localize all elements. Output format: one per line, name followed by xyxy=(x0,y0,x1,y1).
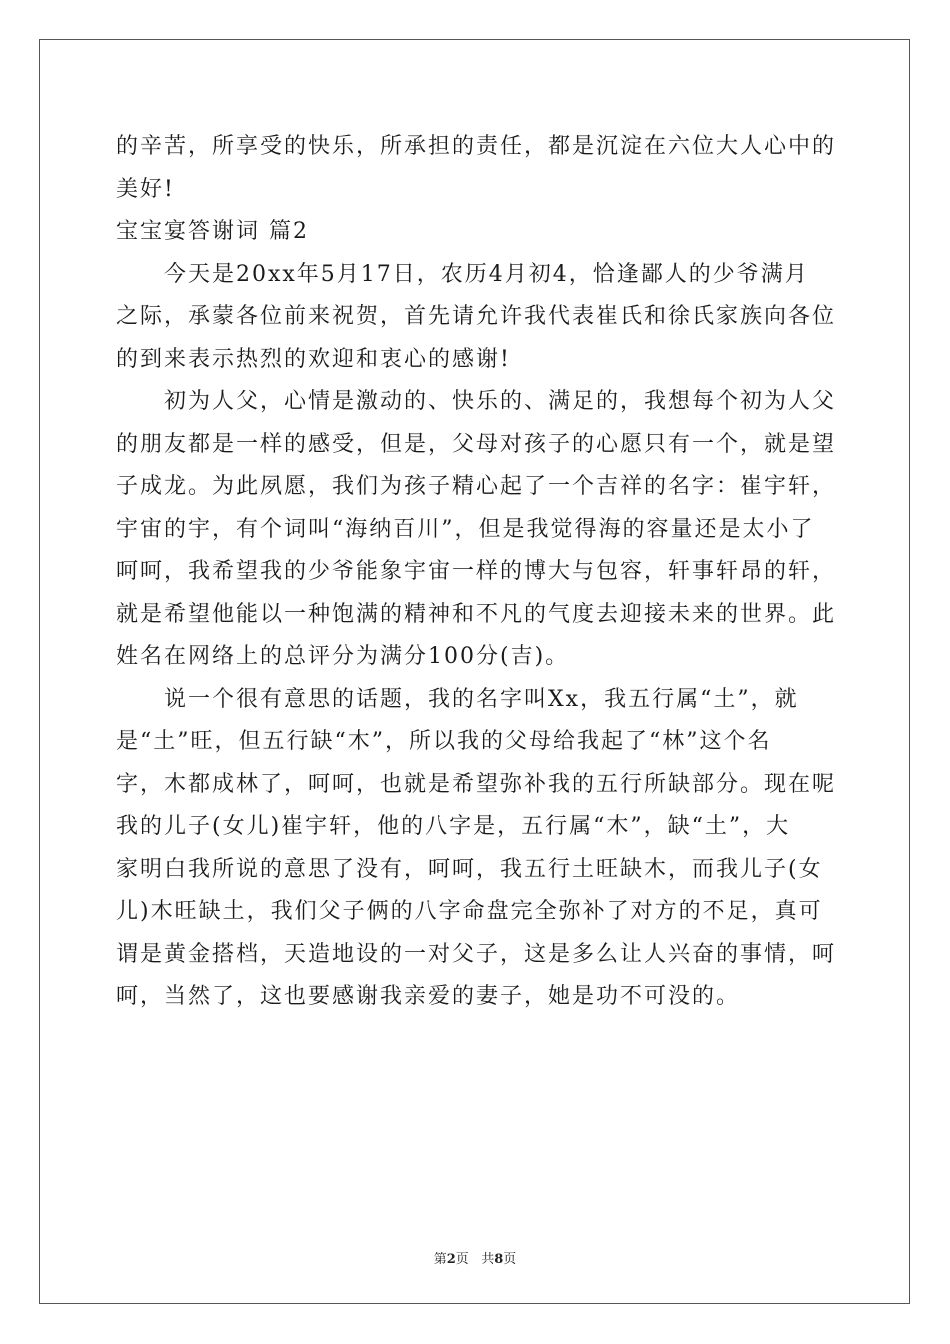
text-line: 的辛苦，所享受的快乐，所承担的责任，都是沉淀在六位大人心中的 xyxy=(116,134,837,159)
text-line: 我的儿子(女儿)崔宇轩，他的八字是，五行属“木”，缺“土”，大 xyxy=(116,814,791,839)
text-line: 呵，当然了，这也要感谢我亲爱的妻子，她是功不可没的。 xyxy=(116,984,741,1009)
total-pages: 8 xyxy=(494,1252,504,1267)
text-line: 子成龙。为此夙愿，我们为孩子精心起了一个吉祥的名字：崔宇轩， xyxy=(116,474,837,499)
text-line: 宇宙的宇，有个词叫“海纳百川”，但是我觉得海的容量还是太小了 xyxy=(116,516,815,542)
text-line: 儿)木旺缺土，我们父子俩的八字命盘完全弥补了对方的不足，真可 xyxy=(116,899,823,924)
page-suffix: 页 xyxy=(455,1252,469,1267)
text-line: 的朋友都是一样的感受，但是，父母对孩子的心愿只有一个，就是望 xyxy=(116,431,837,457)
text-line: 今天是20xx年5月17日，农历4月初4，恰逢鄙人的少爷满月 xyxy=(116,261,809,287)
text-line: 姓名在网络上的总评分为满分100分(吉)。 xyxy=(116,644,570,669)
section-heading: 宝宝宴答谢词 篇2 xyxy=(116,219,309,244)
text-line: 是“土”旺，但五行缺“木”，所以我的父母给我起了“林”这个名 xyxy=(116,729,772,754)
page-prefix: 第 xyxy=(433,1252,447,1267)
text-line: 初为人父，心情是激动的、快乐的、满足的，我想每个初为人父 xyxy=(116,389,837,414)
total-prefix: 共 xyxy=(481,1252,495,1267)
text-line: 谓是黄金搭档，天造地设的一对父子，这是多么让人兴奋的事情，呵 xyxy=(116,941,837,967)
text-line: 的到来表示热烈的欢迎和衷心的感谢! xyxy=(116,346,511,372)
page-footer xyxy=(0,1248,950,1267)
text-line: 就是希望他能以一种饱满的精神和不凡的气度去迎接未来的世界。此 xyxy=(116,601,837,627)
document-body xyxy=(116,126,836,1019)
total-suffix: 页 xyxy=(503,1252,517,1267)
page-number: 2 xyxy=(446,1252,456,1267)
text-line: 说一个很有意思的话题，我的名字叫Xx，我五行属“土”，就 xyxy=(116,686,799,712)
text-line: 之际，承蒙各位前来祝贺，首先请允许我代表崔氏和徐氏家族向各位 xyxy=(116,304,837,329)
text-line: 呵呵，我希望我的少爷能象宇宙一样的博大与包容，轩事轩昂的轩， xyxy=(116,559,837,584)
text-line: 字，木都成林了，呵呵，也就是希望弥补我的五行所缺部分。现在呢 xyxy=(116,771,837,797)
text-line: 家明白我所说的意思了没有，呵呵，我五行土旺缺木，而我儿子(女 xyxy=(116,856,823,882)
text-line: 美好! xyxy=(116,176,175,202)
